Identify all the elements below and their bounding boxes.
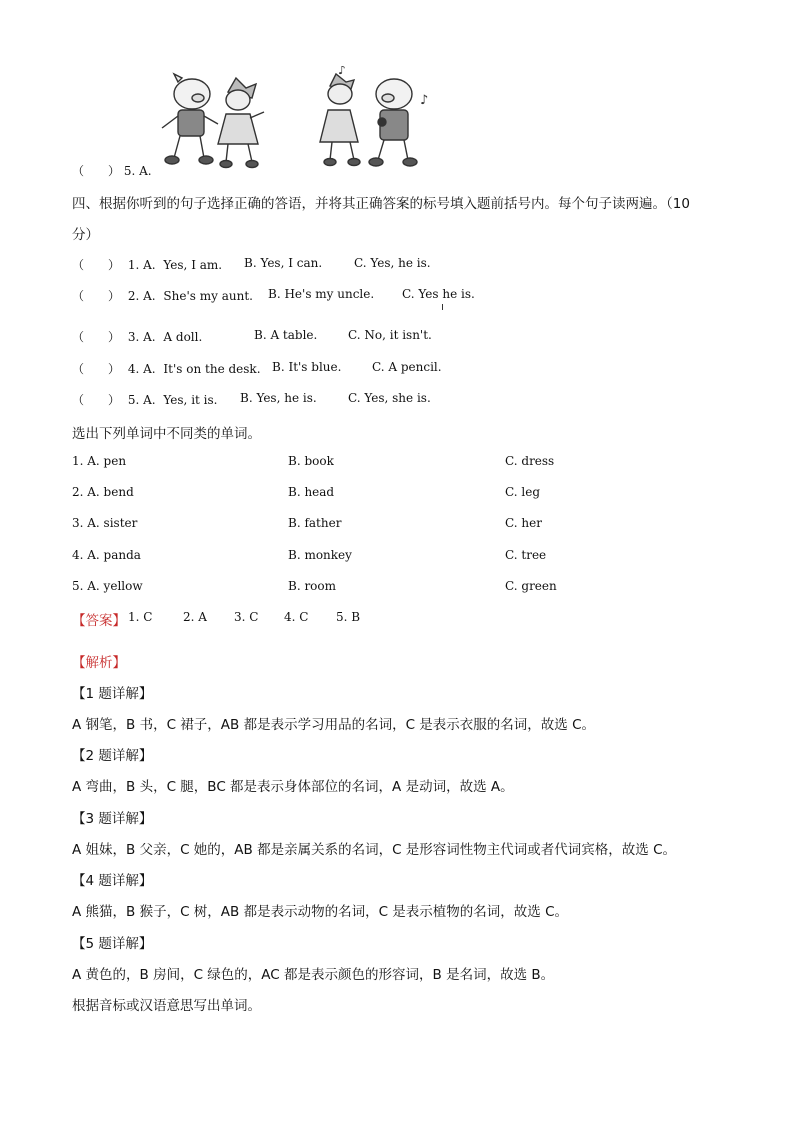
word-row-2-b: B. head — [288, 485, 335, 499]
detail-3-heading: 【3 题详解】 — [72, 811, 153, 827]
answer-paren: （ ） — [72, 393, 121, 407]
answer-3: 3. C — [234, 610, 259, 624]
option-a: It's on the desk. — [163, 362, 261, 376]
detail-1-heading: 【1 题详解】 — [72, 686, 153, 702]
option-b: B. Yes, I can. — [244, 256, 323, 270]
listening-item-3 — [72, 328, 202, 345]
svg-text:♪: ♪ — [420, 93, 429, 108]
option-c: C. Yes, he is. — [354, 256, 431, 270]
detail-5-heading: 【5 题详解】 — [72, 936, 153, 952]
answer-2: 2. A — [183, 610, 207, 624]
detail-5-text: A 黄色的，B 房间，C 绿色的，AC 都是表示颜色的形容词，B 是名词，故选 B。 — [72, 967, 555, 983]
detail-2-text: A 弯曲，B 头，C 腿，BC 都是表示身体部位的名词，A 是动词，故选 A。 — [72, 779, 514, 795]
word-row-2-a: 2. A. bend — [72, 485, 134, 499]
option-a: Yes, I am. — [163, 258, 223, 272]
word-row-2-c: C. leg — [505, 485, 541, 499]
option-b: B. Yes, he is. — [240, 391, 317, 405]
item-number: 1. A. — [127, 258, 156, 272]
word-row-3-a: 3. A. sister — [72, 516, 138, 530]
option-c: C. A pencil. — [372, 360, 442, 374]
answer-4: 4. C — [284, 610, 309, 624]
answer-paren: （ ） — [72, 362, 121, 376]
detail-1-text: A 钢笔，B 书，C 裙子，AB 都是表示学习用品的名词，C 是表示衣服的名词，故选 C。 — [72, 717, 596, 733]
item-number: 4. A. — [127, 362, 156, 376]
word-row-3-b: B. father — [288, 516, 342, 530]
word-row-1-b: B. book — [288, 454, 334, 468]
word-row-4-b: B. monkey — [288, 548, 352, 562]
option-b: B. It's blue. — [272, 360, 342, 374]
option-a: Yes, it is. — [163, 393, 218, 407]
answer-paren: （ ） — [72, 330, 121, 344]
option-a: She's my aunt. — [163, 289, 253, 303]
item-number: 5. A. — [127, 393, 156, 407]
detail-4-heading: 【4 题详解】 — [72, 873, 153, 889]
word-row-5-c: C. green — [505, 579, 557, 593]
word-row-1-a: 1. A. pen — [72, 454, 127, 468]
answer-paren: （ ） — [72, 289, 121, 303]
answer-label: 【答案】 — [72, 613, 126, 629]
stray-mark — [442, 304, 443, 310]
answer-1: 1. C — [128, 610, 153, 624]
question-5-line — [72, 162, 152, 179]
word-row-4-a: 4. A. panda — [72, 548, 141, 562]
odd-one-out-title: 选出下列单词中不同类的单词。 — [72, 426, 261, 442]
question-number: 5. A. — [123, 164, 152, 178]
dancing-pig-fox-illustration — [150, 66, 440, 172]
option-b: B. A table. — [254, 328, 318, 342]
detail-4-text: A 熊猫，B 猴子，C 树，AB 都是表示动物的名词，C 是表示植物的名词，故选 C。 — [72, 904, 569, 920]
listening-item-4 — [72, 360, 261, 377]
final-instruction: 根据音标或汉语意思写出单词。 — [72, 998, 261, 1014]
word-row-1-c: C. dress — [505, 454, 555, 468]
option-c: C. No, it isn't. — [348, 328, 432, 342]
word-row-4-c: C. tree — [505, 548, 547, 562]
option-a: A doll. — [163, 330, 203, 344]
item-number: 3. A. — [127, 330, 156, 344]
listening-item-5 — [72, 391, 217, 408]
word-row-3-c: C. her — [505, 516, 542, 530]
svg-text:♪: ♪ — [338, 66, 346, 77]
detail-3-text: A 姐妹，B 父亲，C 她的，AB 都是亲属关系的名词，C 是形容词性物主代词或者代词宾格，故选 C。 — [72, 842, 677, 858]
option-b: B. He's my uncle. — [268, 287, 375, 301]
option-c: C. Yes, she is. — [348, 391, 431, 405]
answer-5: 5. B — [336, 610, 361, 624]
section-4-title-continued: 分） — [72, 227, 99, 243]
detail-2-heading: 【2 题详解】 — [72, 748, 153, 764]
item-number: 2. A. — [127, 289, 156, 303]
listening-item-1 — [72, 256, 222, 273]
section-4-title: 四、根据你听到的句子选择正确的答语，并将其正确答案的标号填入题前括号内。每个句子读两遍。（10 — [72, 196, 690, 212]
word-row-5-b: B. room — [288, 579, 337, 593]
option-c: C. Yes he is. — [402, 287, 475, 301]
answer-paren: （ ） — [72, 258, 121, 272]
word-row-5-a: 5. A. yellow — [72, 579, 143, 593]
listening-item-2 — [72, 287, 253, 304]
answer-paren: （ ） — [72, 164, 121, 178]
analysis-label: 【解析】 — [72, 655, 126, 671]
